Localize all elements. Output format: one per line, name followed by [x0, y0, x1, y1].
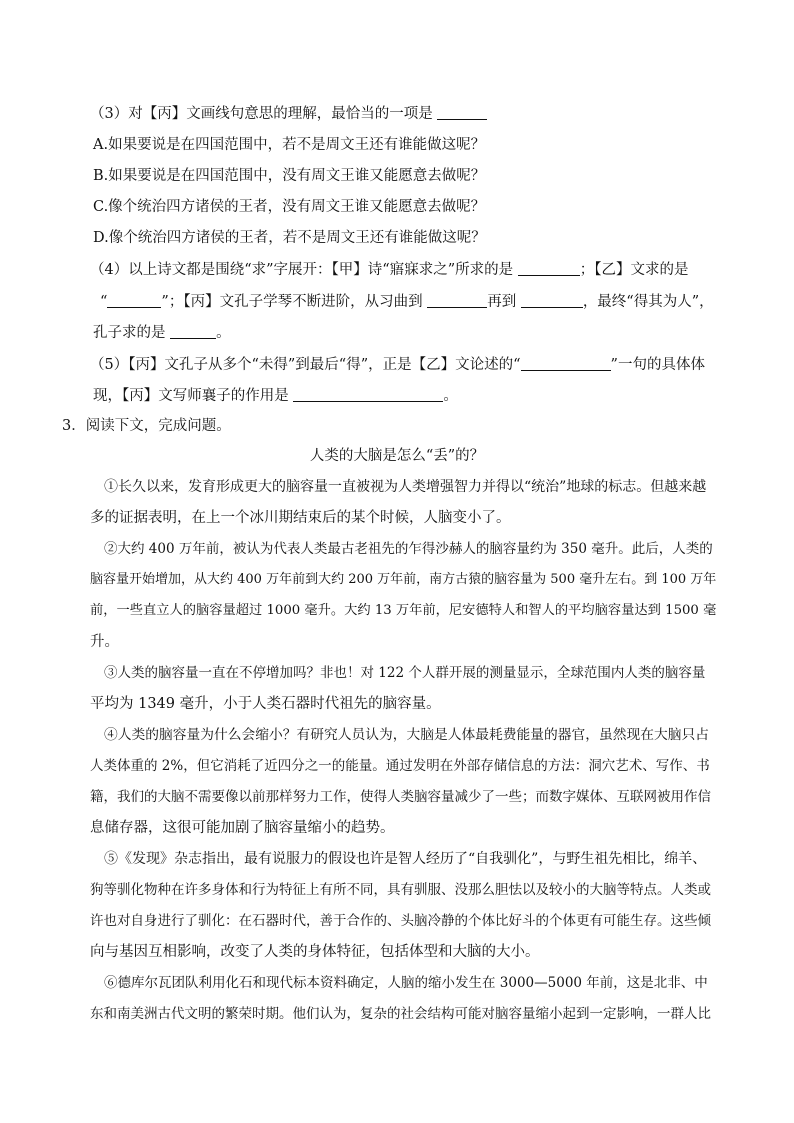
- q4-blank-step-2[interactable]: [521, 293, 583, 308]
- q5-text-1: （5）【丙】文孔子从多个“未得”到最后“得”，正是【乙】文论述的“: [90, 357, 521, 373]
- paragraph-2-line-2: 脑容量开始增加，从大约 400 万年前到大约 200 万年前，南方古猿的脑容量为 500 毫升左右。到 100 万年: [90, 572, 717, 587]
- paragraph-4-line-3: 籍，我们的大脑不需要像以前那样努力工作，使得人类脑容量减少了一些；而数字媒体、互联网被用作信: [90, 789, 711, 805]
- paragraph-1-line-1: ①长久以来，发育形成更大的脑容量一直被视为人类增强智力并得以“统治”地球的标志。但越来越: [104, 479, 707, 495]
- paragraph-5-line-2: 狗等驯化物种在许多身体和行为特征上有所不同，具有驯服、没那么胆怯以及较小的大脑等特点。人类或: [90, 882, 711, 898]
- paragraph-5-line-1: ⑤《发现》杂志指出，最有说服力的假设也许是智人经历了“自我驯化”，与野生祖先相比，绵羊、: [104, 851, 707, 867]
- q5-text-2: ”一句的具体体: [610, 357, 705, 373]
- q5-line-1: [90, 355, 705, 375]
- paragraph-5-line-3: 许也对自身进行了驯化：在石器时代，善于合作的、头脑冷静的个体比好斗的个体更有可能生存。这些倾: [90, 913, 711, 929]
- section-3-instruction: 3．阅读下文，完成问题。: [62, 418, 231, 434]
- q4-line-3: [93, 323, 231, 343]
- paragraph-3-line-2: 平均为 1349 毫升，小于人类石器时代祖先的脑容量。: [90, 696, 441, 712]
- q4-text-6: ，最终“得其为人”，: [582, 294, 714, 310]
- q4-text-1: （4）以上诗文都是围绕“求”字展开：【甲】诗“寤寐求之”所求的是: [90, 262, 518, 278]
- paragraph-4-line-1: ④人类的脑容量为什么会缩小？有研究人员认为，大脑是人体最耗费能量的器官，虽然现在大脑只占: [104, 727, 710, 743]
- q4-text-2: ；【乙】文求的是: [579, 262, 689, 278]
- q3-stem: [90, 104, 487, 124]
- q3-option-a: A.如果要说是在四国范围中，若不是周文王还有谁能做这呢？: [93, 137, 486, 153]
- paragraph-5-line-4: 向与基因互相影响，改变了人类的身体特征，包括体型和大脑的大小。: [90, 944, 540, 960]
- q5-text-4: 。: [443, 388, 458, 404]
- q4-line-1: [90, 260, 688, 280]
- q4-text-3: “: [100, 294, 108, 310]
- q4-text-5: 再到: [487, 294, 521, 310]
- q4-text-7: 孔子求的是: [93, 325, 171, 341]
- q3-answer-blank[interactable]: [437, 105, 487, 120]
- q5-blank-quote[interactable]: [521, 356, 611, 371]
- q4-line-2: [100, 292, 714, 312]
- paragraph-3-line-1: ③人类的脑容量一直在不停增加吗？非也！对 122 个人群开展的测量显示，全球范围内人类的脑容量: [104, 665, 706, 681]
- q4-text-8: 。: [216, 325, 231, 341]
- paragraph-2-line-1: ②大约 400 万年前，被认为代表人类最古老祖先的乍得沙赫人的脑容量约为 350 毫升。此后，人类的: [104, 541, 713, 557]
- article-title: 人类的大脑是怎么“丢”的？: [309, 448, 485, 464]
- paragraph-4-line-2: 人类体重的 2%，但它消耗了近四分之一的能量。通过发明在外部存储信息的方法：洞穴艺术、写作、书: [90, 758, 710, 774]
- paragraph-1-line-2: 多的证据表明，在上一个冰川期结束后的某个时候，人脑变小了。: [90, 510, 511, 526]
- q4-text-4: ”；【丙】文孔子学琴不断进阶，从习曲到: [161, 294, 428, 310]
- paragraph-6-line-1: ⑥德库尔瓦团队利用化石和现代标本资料确定，人脑的缩小发生在 3000—5000 年前，这是北非、中: [104, 975, 708, 991]
- q5-line-2: [93, 386, 458, 406]
- paragraph-6-line-2: 东和南美洲古代文明的繁荣时期。他们认为，复杂的社会结构可能对脑容量缩小起到一定影响，一群人比: [90, 1006, 711, 1022]
- q3-option-d: D.像个统治四方诸侯的王者，若不是周文王还有谁能做这呢？: [93, 230, 486, 246]
- paragraph-4-line-4: 息储存器，这很可能加剧了脑容量缩小的趋势。: [90, 820, 395, 836]
- q5-blank-role[interactable]: [293, 387, 443, 402]
- paragraph-2-line-3: 前，一些直立人的脑容量超过 1000 毫升。大约 13 万年前，尼安德特人和智人的平均脑容量达到 1500 毫: [90, 603, 717, 618]
- q4-blank-step-1[interactable]: [427, 293, 487, 308]
- q4-blank-jia[interactable]: [518, 261, 580, 276]
- paragraph-2-line-4: 升。: [90, 634, 119, 650]
- q4-blank-kongzi[interactable]: [170, 324, 216, 339]
- q3-stem-text: （3）对【丙】文画线句意思的理解，最恰当的一项是: [90, 106, 438, 122]
- q3-option-b: B.如果要说是在四国范围中，没有周文王谁又能愿意去做呢？: [93, 168, 486, 184]
- q4-blank-yi[interactable]: [107, 293, 161, 308]
- q5-text-3: 现，【丙】文写师襄子的作用是: [93, 388, 294, 404]
- q3-option-c: C.像个统治四方诸侯的王者，没有周文王谁又能愿意去做呢？: [93, 199, 486, 215]
